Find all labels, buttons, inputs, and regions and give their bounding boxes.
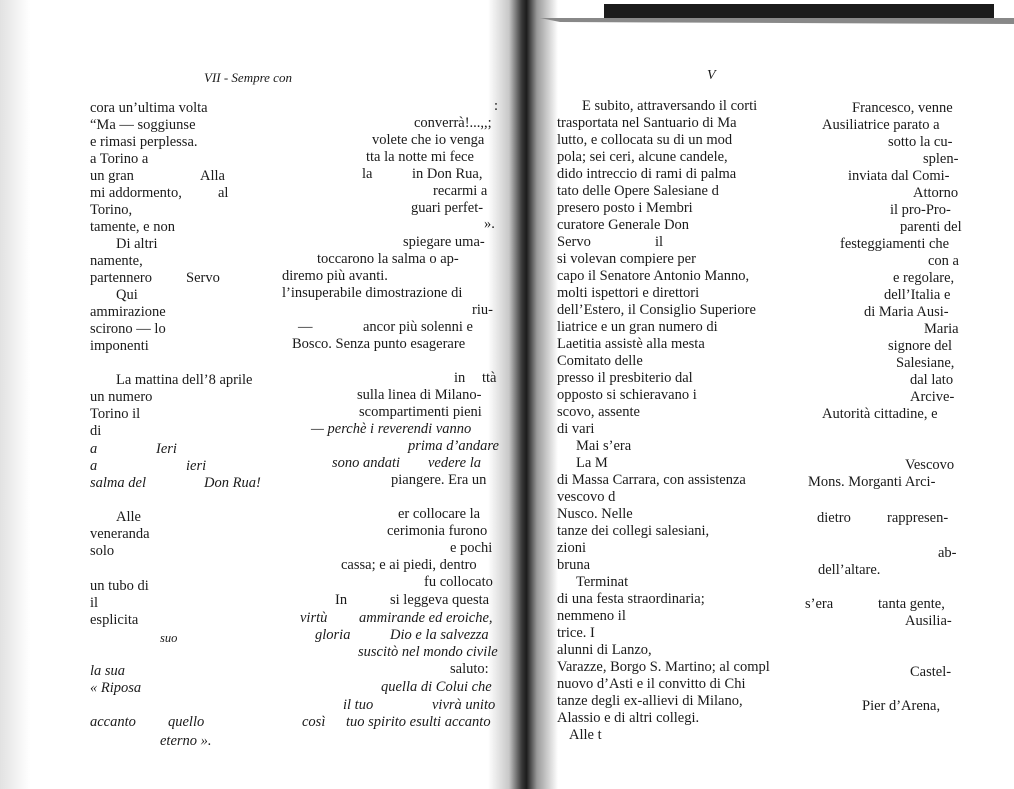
text-line: la sua bbox=[90, 663, 126, 679]
text-line: Castel- bbox=[910, 664, 952, 680]
text-line: e regolare, bbox=[893, 270, 955, 286]
text-line: cora un’ultima volta bbox=[90, 100, 208, 116]
text-line: sulla linea di Milano- bbox=[357, 387, 482, 403]
text-line: a bbox=[90, 458, 98, 474]
text-line: toccarono la salma o ap- bbox=[317, 251, 459, 267]
text-line: tanze dei collegi salesiani, bbox=[557, 523, 710, 539]
text-line: Mons. Morganti Arci- bbox=[808, 474, 936, 490]
text-line: er collocare la bbox=[398, 506, 481, 522]
text-line: presero posto i Membri bbox=[557, 200, 693, 216]
text-line: tamente, e non bbox=[90, 219, 175, 235]
text-line: con a bbox=[928, 253, 959, 269]
text-line: il pro-Pro- bbox=[890, 202, 951, 218]
text-line: In bbox=[335, 592, 348, 608]
text-line: la bbox=[362, 166, 373, 182]
text-line: s’era bbox=[805, 596, 834, 612]
page-number: V bbox=[707, 68, 716, 83]
text-line: presso il presbiterio dal bbox=[557, 370, 693, 386]
text-line: vedere la bbox=[428, 455, 482, 471]
text-line: tuo spirito esulti accanto bbox=[346, 714, 491, 730]
text-line: curatore Generale Don bbox=[557, 217, 690, 233]
text-line: Alle bbox=[116, 509, 141, 525]
text-line: ». bbox=[484, 216, 495, 232]
running-head: VII - Sempre con bbox=[204, 70, 292, 85]
text-line: diremo più avanti. bbox=[282, 268, 388, 284]
text-line: sotto la cu- bbox=[888, 134, 953, 150]
text-line: Servo bbox=[186, 270, 220, 286]
text-line: signore del bbox=[888, 338, 953, 354]
text-line: salma del bbox=[90, 475, 146, 491]
text-line: dell’altare. bbox=[818, 562, 881, 578]
text-line: partennero bbox=[90, 270, 152, 286]
text-line: Comitato delle bbox=[557, 353, 643, 369]
text-line: Arcive- bbox=[910, 389, 955, 405]
text-line: nuovo d’Asti e il convitto di Chi bbox=[557, 676, 746, 692]
text-line: un tubo di bbox=[90, 578, 149, 594]
text-line: a bbox=[90, 441, 98, 457]
text-line: solo bbox=[90, 543, 115, 559]
text-line: parenti del bbox=[900, 219, 962, 235]
text-line: rappresen- bbox=[887, 510, 949, 526]
text-line: dell’Italia e bbox=[884, 287, 951, 303]
text-line: alunni di Lanzo, bbox=[557, 642, 652, 658]
text-line: a Torino a bbox=[90, 151, 149, 167]
text-line: Varazze, Borgo S. Martino; al compl bbox=[557, 659, 770, 675]
text-line: Laetitia assistè alla mesta bbox=[557, 336, 705, 352]
text-line: zioni bbox=[557, 540, 586, 556]
text-line: mi addormento, bbox=[90, 185, 182, 201]
text-line: di Massa Carrara, con assistenza bbox=[557, 472, 746, 488]
text-line: liatrice e un gran numero di bbox=[557, 319, 718, 335]
text-line: Autorità cittadine, e bbox=[822, 406, 938, 422]
text-line: Alle t bbox=[569, 727, 602, 743]
text-line: Nusco. Nelle bbox=[557, 506, 633, 522]
text-line: un numero bbox=[90, 389, 153, 405]
text-line: recarmi a bbox=[433, 183, 488, 199]
text-line: di Maria Ausi- bbox=[864, 304, 949, 320]
text-line: esplicita bbox=[90, 612, 139, 628]
top-edge-shadow bbox=[604, 4, 994, 18]
text-line: Torino il bbox=[90, 406, 141, 422]
text-line: capo il Senatore Antonio Manno, bbox=[557, 268, 750, 284]
text-line: tta la notte mi fece bbox=[366, 149, 474, 165]
text-line: vescovo d bbox=[557, 489, 616, 505]
text-line: Attorno bbox=[913, 185, 959, 201]
text-line: accanto bbox=[90, 714, 136, 730]
text-line: Alla bbox=[200, 168, 225, 184]
text-line: namente, bbox=[90, 253, 143, 269]
text-line: ammirande ed eroiche, bbox=[359, 610, 493, 626]
text-line: opposto si schieravano i bbox=[557, 387, 697, 403]
text-line: tanta gente, bbox=[878, 596, 945, 612]
text-line: tato delle Opere Salesiane d bbox=[557, 183, 719, 199]
text-line: gloria bbox=[315, 627, 351, 643]
text-line: virtù bbox=[300, 610, 328, 626]
text-line: « Riposa bbox=[90, 680, 142, 696]
text-line: festeggiamenti che bbox=[840, 236, 950, 252]
text-line: di bbox=[90, 423, 102, 439]
text-line: di vari bbox=[557, 421, 595, 437]
text-line: in bbox=[454, 370, 466, 386]
text-line: Francesco, venne bbox=[852, 100, 953, 116]
text-line: La M bbox=[576, 455, 608, 471]
text-line: riu- bbox=[472, 302, 493, 318]
text-line: Don Rua! bbox=[204, 475, 261, 491]
text-line: dietro bbox=[817, 510, 851, 526]
text-line: Bosco. Senza punto esagerare bbox=[292, 336, 466, 352]
text-line: spiegare uma- bbox=[403, 234, 485, 250]
text-line: Maria bbox=[924, 321, 959, 337]
text-line: e pochi bbox=[450, 540, 493, 556]
text-line: ttà bbox=[482, 370, 497, 386]
text-line: Alassio e di altri collegi. bbox=[557, 710, 700, 726]
text-line: si leggeva questa bbox=[390, 592, 490, 608]
text-line: Ausilia- bbox=[905, 613, 952, 629]
text-line: volete che io venga bbox=[372, 132, 485, 148]
text-line: Pier d’Arena, bbox=[862, 698, 941, 714]
text-line: e rimasi perplessa. bbox=[90, 134, 198, 150]
text-line: di una festa straordinaria; bbox=[557, 591, 705, 607]
spine-shadow bbox=[488, 0, 558, 789]
text-line: suo bbox=[160, 631, 178, 645]
text-line: in Don Rua, bbox=[412, 166, 483, 182]
text-line: inviata dal Comi- bbox=[848, 168, 950, 184]
text-line: nemmeno il bbox=[557, 608, 626, 624]
text-line: Ieri bbox=[156, 441, 177, 457]
text-line: cerimonia furono bbox=[387, 523, 488, 539]
text-line: sono andati bbox=[332, 455, 401, 471]
text-line: scovo, assente bbox=[557, 404, 640, 420]
text-line: dell’Estero, il Consiglio Superiore bbox=[557, 302, 756, 318]
text-line: vivrà unito bbox=[432, 697, 496, 713]
text-line: splen- bbox=[923, 151, 959, 167]
text-line: si volevan compiere per bbox=[557, 251, 696, 267]
text-line: Dio e la salvezza bbox=[390, 627, 489, 643]
text-line: così bbox=[302, 714, 326, 730]
text-line: dal lato bbox=[910, 372, 954, 388]
text-line: Qui bbox=[116, 287, 138, 303]
text-line: Vescovo bbox=[905, 457, 955, 473]
text-line: fu collocato bbox=[424, 574, 493, 590]
text-line: quella di Colui che bbox=[381, 679, 492, 695]
text-line: al bbox=[218, 185, 229, 201]
text-line: saluto: bbox=[450, 661, 489, 677]
text-line: l’insuperabile dimostrazione di bbox=[282, 285, 463, 301]
text-line: : bbox=[494, 98, 499, 114]
text-line: Ausiliatrice parato a bbox=[822, 117, 940, 133]
text-line: Torino, bbox=[90, 202, 133, 218]
text-line: eterno ». bbox=[160, 733, 212, 749]
text-line: converrà!...,,; bbox=[414, 115, 492, 131]
text-line: tanze degli ex-allievi di Milano, bbox=[557, 693, 743, 709]
text-line: scirono — lo bbox=[90, 321, 166, 337]
text-line: quello bbox=[168, 714, 205, 730]
text-line: un gran bbox=[90, 168, 134, 184]
text-line: prima d’andare bbox=[408, 438, 499, 454]
text-line: molti ispettori e direttori bbox=[557, 285, 700, 301]
text-line: il bbox=[90, 595, 99, 611]
text-line: ab- bbox=[938, 545, 957, 561]
text-line: il tuo bbox=[343, 697, 374, 713]
text-line: dido intreccio di rami di palma bbox=[557, 166, 737, 182]
text-line: ammirazione bbox=[90, 304, 166, 320]
text-line: La mattina dell’8 aprile bbox=[116, 372, 253, 388]
text-line: — bbox=[298, 319, 313, 335]
text-line: Di altri bbox=[116, 236, 158, 252]
text-line: trice. I bbox=[557, 625, 595, 641]
text-line: ancor più solenni e bbox=[363, 319, 473, 335]
text-line: scompartimenti pieni bbox=[359, 404, 482, 420]
text-line: suscitò nel mondo civile bbox=[358, 644, 498, 660]
text-line: — perchè i reverendi vanno bbox=[311, 421, 472, 437]
text-line: guari perfet- bbox=[411, 200, 484, 216]
text-line: Servo bbox=[557, 234, 591, 250]
text-line: pola; sei ceri, alcune candele, bbox=[557, 149, 728, 165]
text-line: trasportata nel Santuario di Ma bbox=[557, 115, 737, 131]
text-line: cassa; e ai piedi, dentro bbox=[341, 557, 477, 573]
text-line: E subito, attraversando il corti bbox=[582, 98, 758, 114]
text-line: Salesiane, bbox=[896, 355, 955, 371]
text-line: lutto, e collocata su di un mod bbox=[557, 132, 733, 148]
text-line: Mai s’era bbox=[576, 438, 632, 454]
text-line: bruna bbox=[557, 557, 591, 573]
text-line: veneranda bbox=[90, 526, 150, 542]
text-line: imponenti bbox=[90, 338, 149, 354]
text-line: “Ma — soggiunse bbox=[90, 117, 196, 133]
text-line: ieri bbox=[186, 458, 207, 474]
text-line: Terminat bbox=[576, 574, 629, 590]
text-line: piangere. Era un bbox=[391, 472, 487, 488]
text-line: il bbox=[655, 234, 664, 250]
